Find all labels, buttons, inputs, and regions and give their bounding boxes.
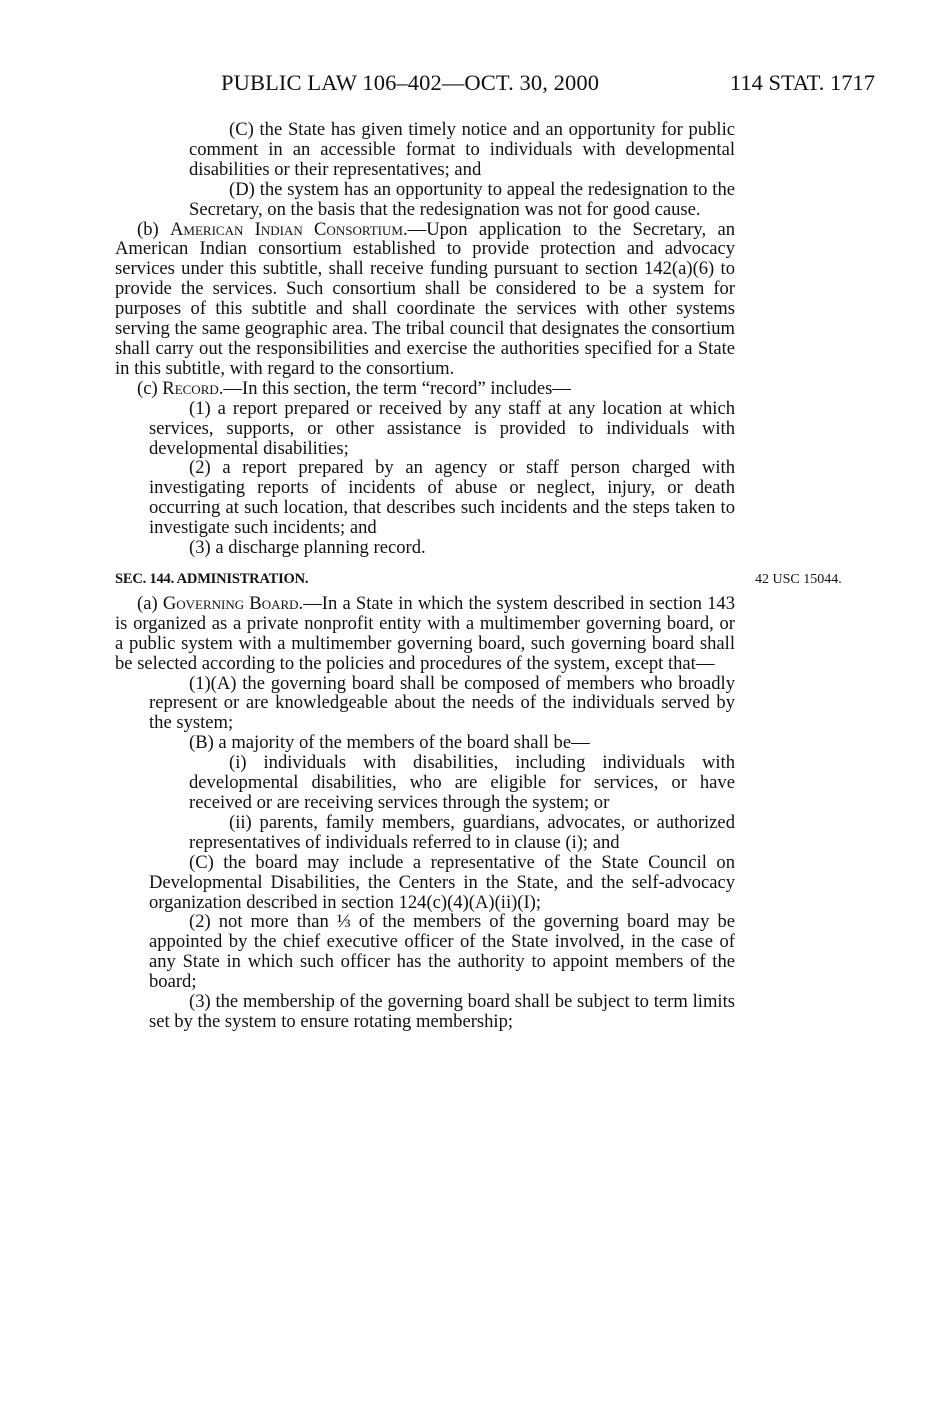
clause-a1b-ii-parents: (ii) parents, family members, guardians, advocates, or authorized representatives of individuals referred to in clause (i); and <box>189 811 735 853</box>
subsection-a-text: .—In a State in which the system described in section 143 is organized as a private nonprofit entity with a multimember governing board, or a public system with a multimember governing board, such governing board shall be selected according to the policies and procedures of the system, except that— <box>115 592 735 674</box>
subsection-b-label: (b) <box>137 218 170 240</box>
subsection-a-heading: Governing Board <box>162 592 299 614</box>
subsection-c-heading: Record <box>162 377 219 399</box>
paragraph-c1-report: (1) a report prepared or received by any staff at any location at which services, supports, or other assistance is provided to individuals with developmental disabilities; <box>149 397 735 459</box>
subsection-a-label: (a) <box>137 592 163 614</box>
paragraph-c2-investigation-report: (2) a report prepared by an agency or staff person charged with investigating reports of incidents of abuse or neglect, injury, or death occurring at such location, that describes such incidents and the steps taken to investigate such incidents; and <box>149 457 735 539</box>
header-title: PUBLIC LAW 106–402—OCT. 30, 2000 <box>221 70 600 95</box>
paragraph-c3-discharge-record: (3) a discharge planning record. <box>189 537 426 559</box>
margin-citation-note: 42 USC 15044. <box>755 571 842 587</box>
subsection-c-text: .—In this section, the term “record” includes— <box>218 377 571 399</box>
subsection-b-heading: American Indian Consortium <box>169 218 403 240</box>
paragraph-a1b-board-majority: (B) a majority of the members of the board shall be— <box>189 732 590 754</box>
paragraph-a1a-board-composition: (1)(A) the governing board shall be composed of members who broadly represent or are knowledgeable about the needs of the individuals served by the system; <box>149 672 735 734</box>
paragraph-d-system-appeal: (D) the system has an opportunity to appeal the redesignation to the Secretary, on the basis that the redesignation was not for good cause. <box>189 178 735 220</box>
document-body <box>115 119 842 1032</box>
section-heading-row <box>115 568 842 594</box>
paragraph-a3-term-limits: (3) the membership of the governing board shall be subject to term limits set by the system to ensure rotating membership; <box>149 991 735 1032</box>
subsection-c-record <box>115 379 735 399</box>
paragraph-a2-appointment-limit: (2) not more than ⅓ of the members of the governing board may be appointed by the chief executive officer of the State involved, in the case of any State in which such officer has the authority to appoint members of the board; <box>149 911 735 993</box>
clause-a1b-i-individuals: (i) individuals with disabilities, including individuals with developmental disabilities, who are eligible for services, or have received or are receiving services through the system; or <box>189 752 735 813</box>
subsection-a-governing-board <box>115 594 735 674</box>
running-header <box>205 70 875 100</box>
subsection-b-text: .—Upon application to the Secretary, an American Indian consortium established to provide protection and advocacy services under this subtitle, shall receive funding pursuant to section 142(a)(6) to provide the services. Such consortium shall be considered to be a system for purposes of this subtitle and shall coordinate the services with other systems serving the same geographic area. The tribal council that designates the consortium shall carry out the responsibilities and exercise the authorities specified for a State in this subtitle, with regard to the consortium. <box>115 218 735 379</box>
paragraph-c-state-notice: (C) the State has given timely notice and an opportunity for public comment in an accessible format to individuals with developmental disabilities or their representatives; and <box>189 119 735 180</box>
subsection-b-american-indian-consortium <box>115 220 735 379</box>
paragraph-a1c-representative: (C) the board may include a representative of the State Council on Developmental Disabilities, the Centers in the State, and the self-advocacy organization described in section 124(c)(4)(A)(ii)(I); <box>149 851 735 913</box>
subsection-c-label: (c) <box>137 377 163 399</box>
section-heading: SEC. 144. ADMINISTRATION. <box>115 570 309 587</box>
header-stat-citation: 114 STAT. 1717 <box>729 70 875 95</box>
